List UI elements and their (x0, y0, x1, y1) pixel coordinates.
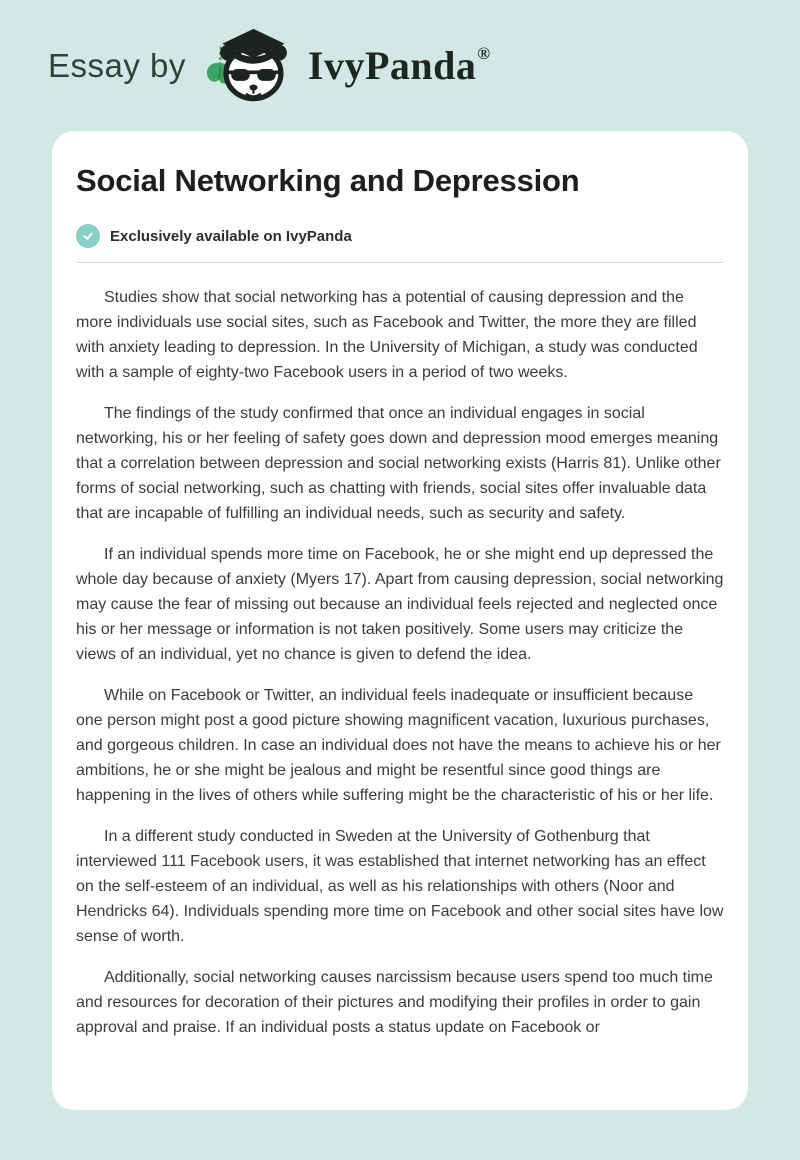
essay-body (76, 285, 724, 1040)
brand-text: IvyPanda (307, 43, 477, 88)
exclusive-badge (76, 224, 724, 248)
essay-paragraph: The findings of the study confirmed that once an individual engages in social networking, his or her feeling of safety goes down and depression mood emerges meaning that a correlation between depression and social networking exists (Harris 81). Unlike other forms of social networking, such as chatting with friends, social sites offer invaluable data that are incapable of fulfilling an individual needs, such as security and safety. (76, 405, 721, 522)
essay-paragraph: While on Facebook or Twitter, an individual feels inadequate or insufficient because one person might post a good picture showing magnificent vacation, luxurious purchases, and gorgeous children. In case an individual does not have the means to achieve his or her ambitions, he or she might be jealous and might be resentful since good things are happening in the lives of others while suffering might be the characteristic of his or her life. (76, 687, 721, 804)
badge-label: Exclusively available on IvyPanda (110, 227, 352, 245)
essay-card (52, 131, 748, 1110)
ivypanda-logo (200, 24, 491, 108)
brand-name (308, 42, 491, 89)
section-divider (76, 262, 724, 263)
check-icon (76, 224, 100, 248)
page-title: Social Networking and Depression (76, 163, 580, 198)
essay-paragraph: If an individual spends more time on Facebook, he or she might end up depressed the whole day because of anxiety (Myers 17). Apart from causing depression, social networking may cause the fear of missing out because an individual feels rejected and neglected once his or her message or information is not taken positively. Some users may criticize the views of an individual, yet no chance is given to defend the idea. (76, 546, 724, 663)
essay-paragraph: Studies show that social networking has a potential of causing depression and the more individuals use social sites, such as Facebook and Twitter, the more they are filled with anxiety leading to depression. In the University of Michigan, a study was conducted with a sample of eighty-two Facebook users in a period of two weeks. (76, 289, 698, 381)
essay-paragraph: In a different study conducted in Sweden at the University of Gothenburg that interviewed 111 Facebook users, it was established that internet networking has an effect on the self-esteem of an individual, as well as his relationships with others (Noor and Hendricks 64). Individuals spending more time on Facebook and other social sites have low sense of worth. (76, 828, 724, 945)
registered-trademark: ® (477, 44, 491, 63)
panda-graduate-icon (200, 24, 298, 108)
essay-by-label: Essay by (48, 46, 186, 84)
site-header (0, 0, 800, 131)
essay-paragraph: Additionally, social networking causes narcissism because users spend too much time and resources for decoration of their pictures and modifying their profiles in order to gain approval and praise. If an individual posts a status update on Facebook or (76, 969, 713, 1036)
